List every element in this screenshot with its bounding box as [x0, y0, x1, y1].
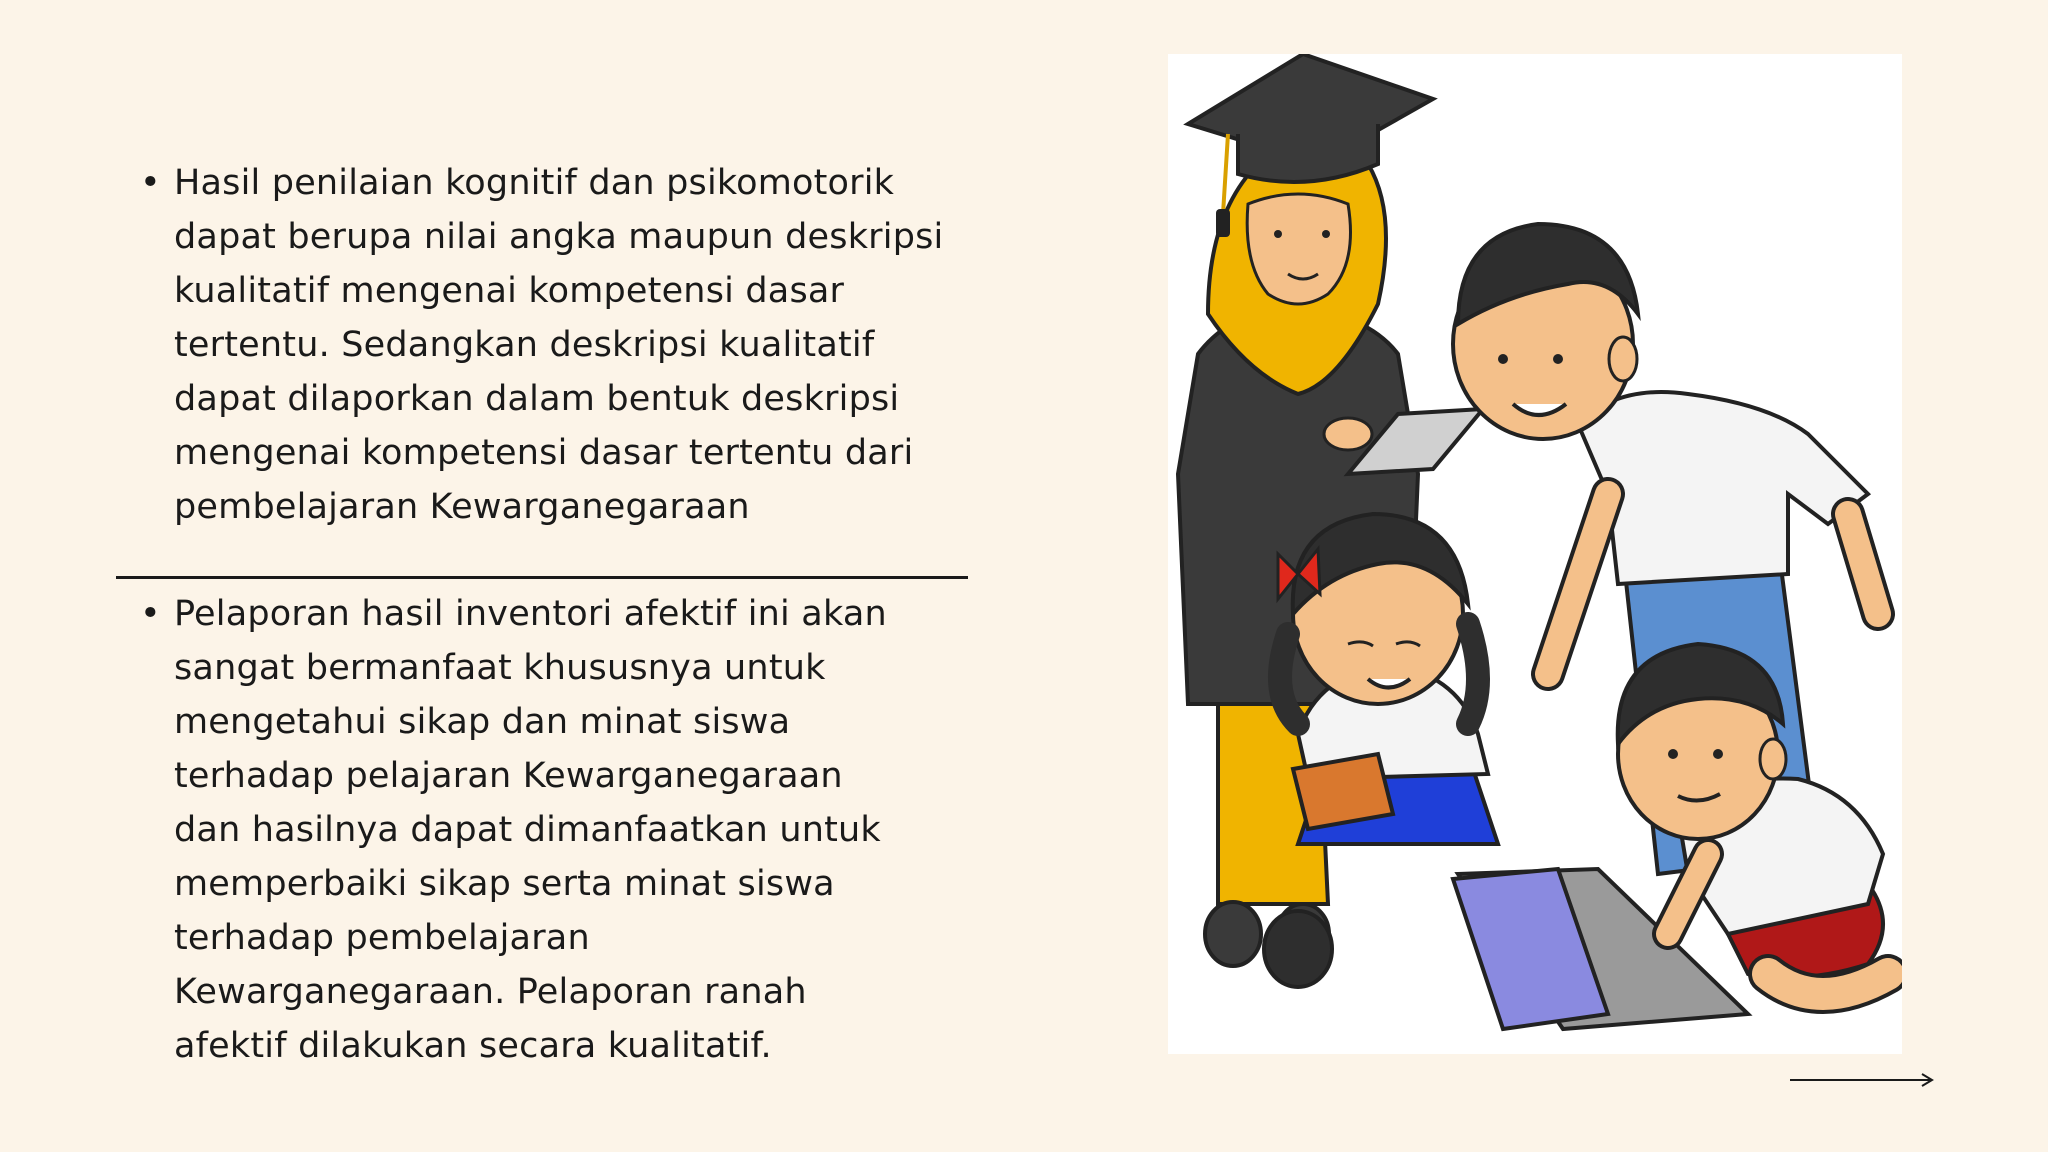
text-line: terhadap pelajaran Kewarganegaraan — [174, 756, 843, 796]
bullet-text — [174, 156, 974, 534]
text-line: dan hasilnya dapat dimanfaatkan untuk — [174, 810, 881, 850]
text-line: dapat dilaporkan dalam bentuk deskripsi — [174, 379, 900, 419]
sitting-boy-figure — [1618, 644, 1888, 994]
text-line: sangat bermanfaat khususnya untuk — [174, 648, 826, 688]
text-line: Pelaporan hasil inventori afektif ini akan — [174, 594, 887, 634]
text-line: tertentu. Sedangkan deskripsi kualitatif — [174, 325, 875, 365]
bullet-marker: • — [140, 594, 161, 634]
text-line: memperbaiki sikap serta minat siswa — [174, 864, 835, 904]
text-line: terhadap pembelajaran — [174, 918, 590, 958]
arrow-right-icon[interactable] — [1790, 1070, 1936, 1090]
bullet-marker: • — [140, 163, 161, 203]
text-line: mengenai kompetensi dasar tertentu dari — [174, 433, 914, 473]
text-line: mengetahui sikap dan minat siswa — [174, 702, 791, 742]
text-line: pembelajaran Kewarganegaraan — [174, 487, 750, 527]
text-line: dapat berupa nilai angka maupun deskripsi — [174, 217, 944, 257]
text-line: Kewarganegaraan. Pelaporan ranah — [174, 972, 807, 1012]
text-line: kualitatif mengenai kompetensi dasar — [174, 271, 845, 311]
section-divider — [116, 576, 968, 579]
illustration-svg — [1168, 54, 1902, 1054]
students-illustration — [1168, 54, 1902, 1054]
bullet-text — [174, 587, 974, 1073]
text-line: afektif dilakukan secara kualitatif. — [174, 1026, 772, 1066]
text-line: Hasil penilaian kognitif dan psikomotorik — [174, 163, 895, 203]
